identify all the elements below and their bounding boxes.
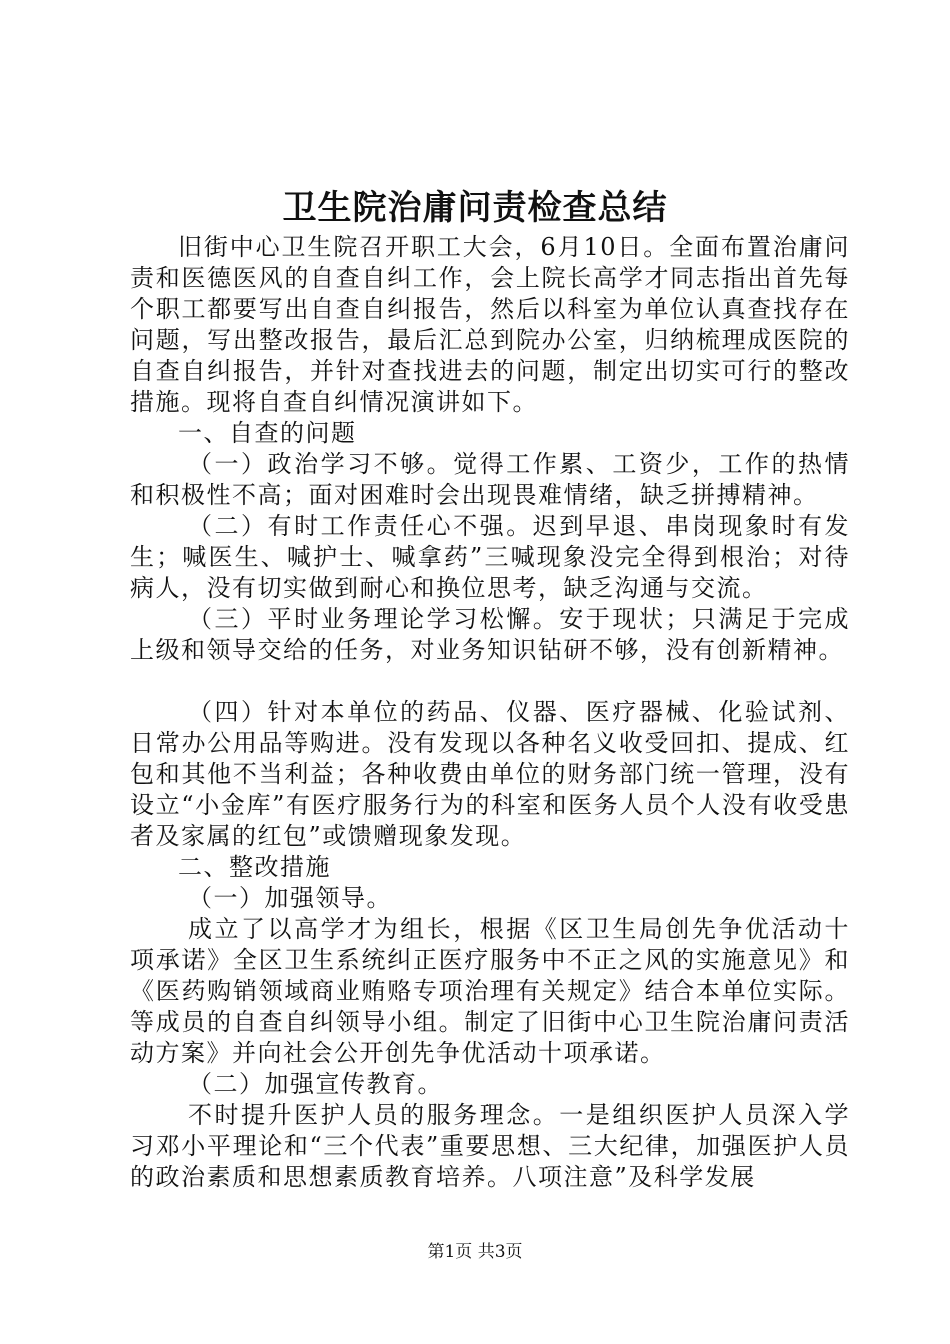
measure-heading-2: （二）加强宣传教育。	[188, 1070, 443, 1098]
page-footer: 第1页 共3页	[427, 1242, 523, 1262]
measure-paragraph-1: 成立了以高学才为组长，根据《区卫生局创先争优活动十项承诺》全区卫生系统纠正医疗服务中不正之风的实施意见》和《医药购销领域商业贿赂专项治理有关规定》结合本单位实际。等成员的自查自纠领导小组。制定了旧街中心卫生院治庸问责活动方案》并向社会公开创先争优活动十项承诺。	[130, 915, 850, 1067]
intro-paragraph: 旧街中心卫生院召开职工大会，6月10日。全面布置治庸问责和医德医风的自查自纠工作，会上院长高学才同志指出首先每个职工都要写出自查自纠报告，然后以科室为单位认真查找存在问题，写出整改报告，最后汇总到院办公室，归纳梳理成医院的自查自纠报告，并针对查找进去的问题，制定出切实可行的整改措施。现将自查自纠情况演讲如下。	[130, 233, 850, 416]
measure-paragraph-2: 不时提升医护人员的服务理念。一是组织医护人员深入学习邓小平理论和“三个代表”重要思想、三大纪律，加强医护人员的政治素质和思想素质教育培养。八项注意”及科学发展	[130, 1101, 850, 1191]
document-title: 卫生院治庸问责检查总结	[282, 188, 668, 228]
problem-item-3: （三）平时业务理论学习松懈。安于现状；只满足于完成上级和领导交给的任务，对业务知识钻研不够，没有创新精神。	[130, 605, 850, 664]
problem-item-2: （二）有时工作责任心不强。迟到早退、串岗现象时有发生；喊医生、喊护士、喊拿药”三喊现象没完全得到根治；对待病人，没有切实做到耐心和换位思考，缺乏沟通与交流。	[130, 512, 850, 602]
measure-heading-1: （一）加强领导。	[188, 884, 392, 912]
section-heading-problems: 一、自查的问题	[178, 419, 357, 447]
paragraph-gap	[130, 666, 850, 697]
document-body	[130, 232, 850, 1193]
problem-item-4: （四）针对本单位的药品、仪器、医疗器械、化验试剂、日常办公用品等购进。没有发现以各种名义收受回扣、提成、红包和其他不当利益；各种收费由单位的财务部门统一管理，没有设立“小金库”有医疗服务行为的科室和医务人员个人没有收受患者及家属的红包”或馈赠现象发现。	[130, 698, 850, 850]
problem-item-1: （一）政治学习不够。觉得工作累、工资少，工作的热情和积极性不高；面对困难时会出现畏难情绪，缺乏拼搏精神。	[130, 450, 850, 509]
section-heading-measures: 二、整改措施	[178, 853, 331, 881]
